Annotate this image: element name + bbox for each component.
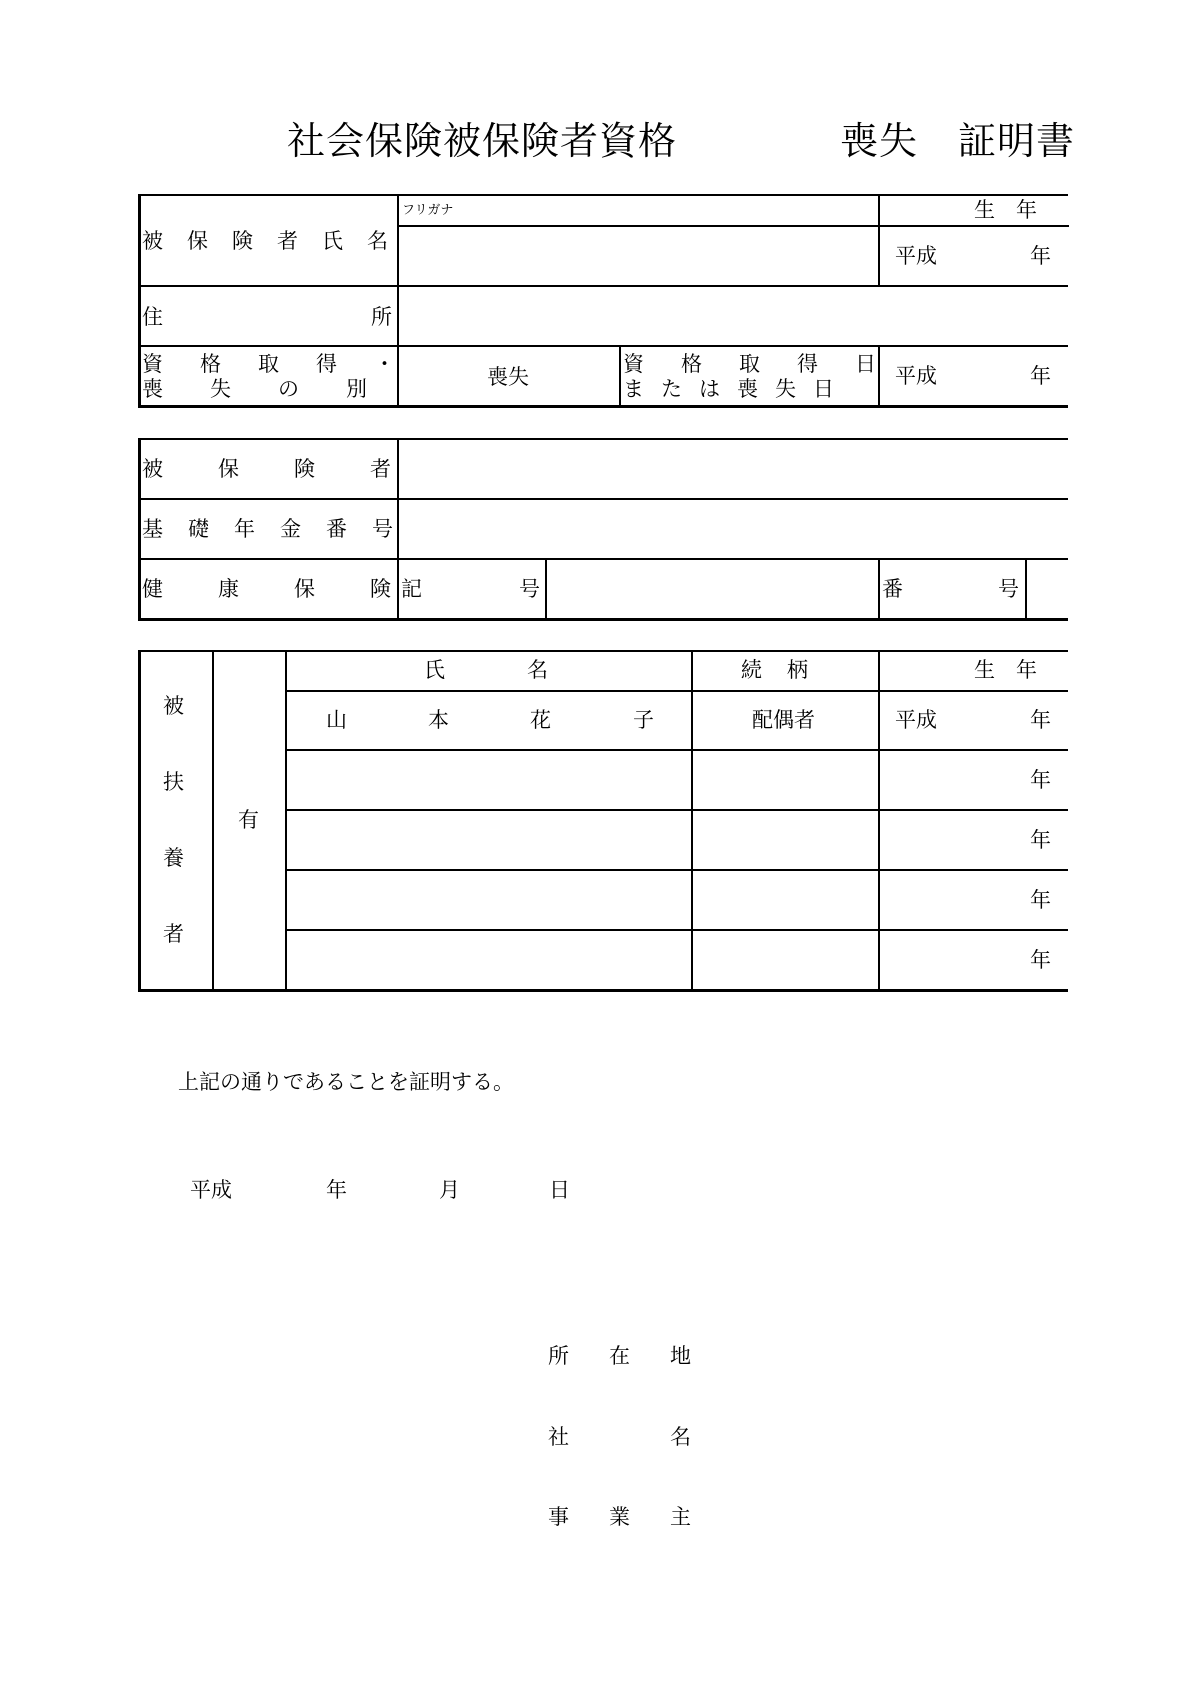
address-label — [142, 305, 600, 329]
cert-date-year: 年 — [326, 1178, 347, 1202]
row5-year: 年 — [1030, 948, 1051, 972]
row1-name-3: 花 — [530, 708, 551, 732]
cert-date-month: 月 — [439, 1178, 460, 1202]
col-name-header — [424, 658, 630, 682]
acq-loss-label-line1 — [142, 352, 432, 376]
company-label-1: 社 — [548, 1425, 569, 1449]
row3-year: 年 — [1030, 828, 1051, 852]
symbol-label-text: 記号 — [401, 577, 637, 601]
dependents-label-1: 被 — [163, 694, 184, 718]
title-certificate: 証明書 — [958, 119, 1076, 163]
row1-name-2: 本 — [428, 708, 449, 732]
birth-era: 平成 — [895, 244, 937, 268]
col-relation-header-text: 続柄 — [741, 658, 833, 682]
owner-label-3: 主 — [670, 1505, 691, 1529]
dependents-label-2: 扶 — [163, 770, 184, 794]
date-era: 平成 — [895, 364, 937, 388]
birth-year-label: 年 — [1030, 244, 1051, 268]
insured-name-label-text: 被保険者氏名 — [142, 229, 412, 253]
row1-name-4: 子 — [633, 708, 654, 732]
dependents-label-4: 者 — [163, 922, 184, 946]
birth-header: 生 年 — [974, 198, 1037, 222]
pension-label — [142, 517, 418, 541]
row2-year: 年 — [1030, 768, 1051, 792]
row1-name-1: 山 — [326, 708, 347, 732]
health-label-text: 健康保険 — [142, 577, 446, 601]
dependents-label-3: 養 — [163, 846, 184, 870]
location-label-3: 地 — [670, 1344, 691, 1368]
row4-year: 年 — [1030, 888, 1051, 912]
title-main: 社会保険被保険者資格 — [287, 119, 678, 163]
address-label-text: 住所 — [142, 305, 600, 329]
owner-label-2: 業 — [609, 1505, 630, 1529]
has-dependents: 有 — [238, 808, 259, 832]
acq-loss-value: 喪失 — [487, 365, 529, 389]
location-label-2: 在 — [609, 1344, 630, 1368]
acq-loss-label-line2-text: 喪失の別 — [142, 377, 414, 401]
insured-name-label — [142, 229, 412, 253]
col-name-header-text: 氏名 — [424, 658, 630, 682]
row1-era: 平成 — [895, 708, 937, 732]
acq-loss-label-line1-text: 資格取得・ — [142, 352, 432, 376]
number-label-text: 番号 — [882, 577, 1114, 601]
date-label-line1 — [623, 352, 913, 376]
row1-relation: 配偶者 — [752, 708, 815, 732]
date-label-line2-text: または喪失日 — [623, 377, 851, 401]
acq-loss-label-line2 — [142, 377, 414, 401]
date-label-line2 — [623, 377, 851, 401]
col-relation-header — [741, 658, 833, 682]
insured-label-text: 被保険者 — [142, 457, 446, 481]
col-birth-header: 生 年 — [974, 658, 1037, 682]
location-label-1: 所 — [548, 1344, 569, 1368]
cert-date-era: 平成 — [190, 1178, 232, 1202]
cert-date-day: 日 — [549, 1178, 570, 1202]
title-loss: 喪失 — [840, 119, 919, 163]
row1-year: 年 — [1030, 708, 1051, 732]
company-label-2: 名 — [670, 1425, 691, 1449]
date-label-line1-text: 資格取得日 — [623, 352, 913, 376]
furigana-label: フリガナ — [402, 203, 454, 218]
certification-statement: 上記の通りであることを証明する。 — [178, 1070, 514, 1094]
date-year-label: 年 — [1030, 364, 1051, 388]
insured-label — [142, 457, 446, 481]
number-label — [882, 577, 1114, 601]
pension-label-text: 基礎年金番号 — [142, 517, 418, 541]
symbol-label — [401, 577, 637, 601]
owner-label-1: 事 — [548, 1505, 569, 1529]
